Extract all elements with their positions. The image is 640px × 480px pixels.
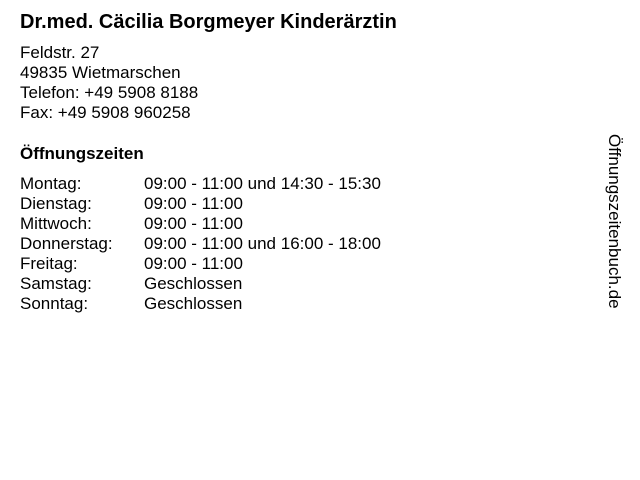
hours-row-tuesday xyxy=(20,194,381,214)
hours-row-saturday xyxy=(20,274,381,294)
street-address: Feldstr. 27 xyxy=(20,43,100,62)
time-value: Geschlossen xyxy=(144,294,243,313)
hours-row-monday xyxy=(20,174,381,194)
day-label: Sonntag: xyxy=(20,294,89,313)
day-label: Freitag: xyxy=(20,254,78,273)
hours-row-friday xyxy=(20,254,381,274)
time-value: Geschlossen xyxy=(144,274,243,293)
day-label: Samstag: xyxy=(20,274,92,293)
time-value: 09:00 - 11:00 xyxy=(144,214,243,233)
opening-hours-table xyxy=(20,174,381,314)
day-label: Mittwoch: xyxy=(20,214,92,233)
brand-watermark: Öffnungszeitenbuch.de xyxy=(605,134,624,309)
opening-hours-heading: Öffnungszeiten xyxy=(20,144,144,163)
address-block xyxy=(20,43,198,123)
hours-row-thursday xyxy=(20,234,381,254)
time-value: 09:00 - 11:00 und 16:00 - 18:00 xyxy=(144,234,381,253)
time-value: 09:00 - 11:00 und 14:30 - 15:30 xyxy=(144,174,381,193)
phone-number: Telefon: +49 5908 8188 xyxy=(20,83,199,102)
day-label: Donnerstag: xyxy=(20,234,113,253)
fax-number: Fax: +49 5908 960258 xyxy=(20,103,191,122)
time-value: 09:00 - 11:00 xyxy=(144,194,243,213)
day-label: Montag: xyxy=(20,174,82,193)
city-address: 49835 Wietmarschen xyxy=(20,63,181,82)
practice-name: Dr.med. Cäcilia Borgmeyer Kinderärztin xyxy=(20,11,397,33)
hours-row-wednesday xyxy=(20,214,381,234)
day-label: Dienstag: xyxy=(20,194,92,213)
time-value: 09:00 - 11:00 xyxy=(144,254,243,273)
hours-row-sunday xyxy=(20,294,381,314)
